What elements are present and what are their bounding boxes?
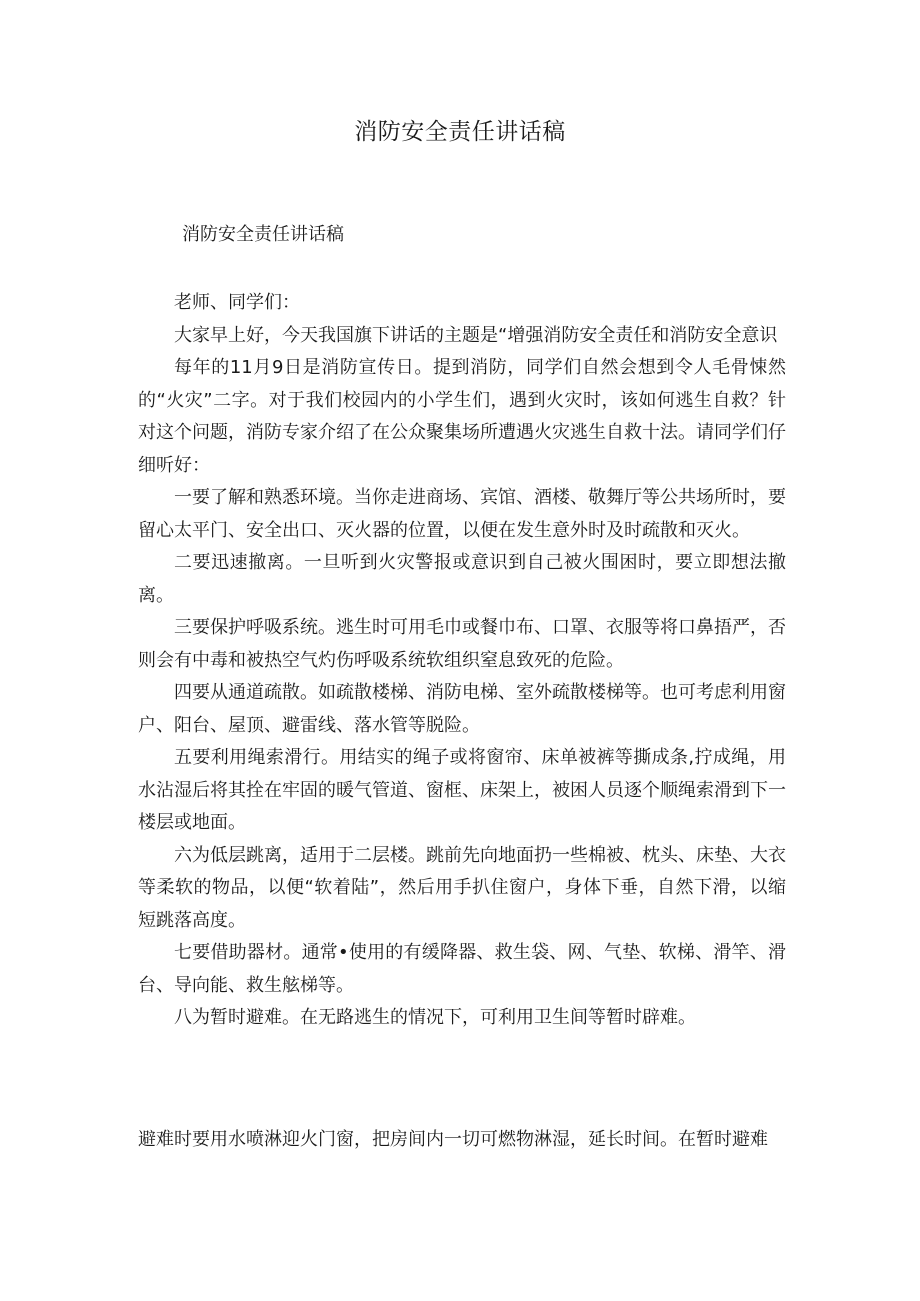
paragraph-tip-7: 七要借助器材。通常•使用的有缓降器、救生袋、网、气垫、软梯、滑竿、滑台、导向能、救生舷梯等。 [138,942,786,996]
document-title: 消防安全责任讲话稿 [354,119,566,145]
paragraph-continuation: 避难时要用水喷淋迎火门窗，把房间内一切可燃物淋湿，延长时间。在暂时避难 [138,1129,768,1150]
document-body [138,287,786,1035]
document-subtitle: 消防安全责任讲话稿 [182,224,344,245]
paragraph-tip-4: 四要从通道疏散。如疏散楼梯、消防电梯、室外疏散楼梯等。也可考虑利用窗户、阳台、屋顶、避雷线、落水管等脱险。 [138,682,786,736]
paragraph-tip-3: 三要保护呼吸系统。逃生时可用毛巾或餐巾布、口罩、衣服等将口鼻捂严，否则会有中毒和被热空气灼伤呼吸系统软组织窒息致死的危险。 [138,617,786,671]
paragraph-intro: 大家早上好，今天我国旗下讲话的主题是“增强消防安全责任和消防安全意识 [174,324,778,346]
paragraph-tip-8: 八为暂时避难。在无路逃生的情况下，可利用卫生间等暂时辟难。 [174,1007,696,1028]
paragraph-tip-5: 五要利用绳索滑行。用结实的绳子或将窗帘、床单被裤等撕成条,拧成绳，用水沾湿后将其拴在牢固的暖气管道、窗框、床架上，被困人员逐个顺绳索滑到下一楼层或地面。 [138,747,786,833]
paragraph-tip-1: 一要了解和熟悉环境。当你走进商场、宾馆、酒楼、敬舞厅等公共场所时，要留心太平门、安全出口、灭火器的位置，以便在发生意外时及时疏散和灭火。 [138,487,786,541]
paragraph-fire-day: 每年的11月9日是消防宣传日。提到消防，同学们自然会想到令人毛骨悚然的“火灾”二字。对于我们校园内的小学生们，遇到火灾时，该如何逃生自救？针对这个问题，消防专家介绍了在公众聚集场所遭遇火灾逃生自救十法。请同学们仔细听好： [138,357,786,476]
paragraph-tip-2: 二要迅速撤离。一旦听到火灾警报或意识到自己被火围困时，要立即想法撤离。 [138,552,786,606]
paragraph-tip-6: 六为低层跳离，适用于二层楼。跳前先向地面扔一些棉被、枕头、床垫、大衣等柔软的物品，以便“软着陆”，然后用手扒住窗户，身体下垂，自然下滑，以缩短跳落高度。 [138,844,786,931]
paragraph-greeting: 老师、同学们： [174,292,300,313]
